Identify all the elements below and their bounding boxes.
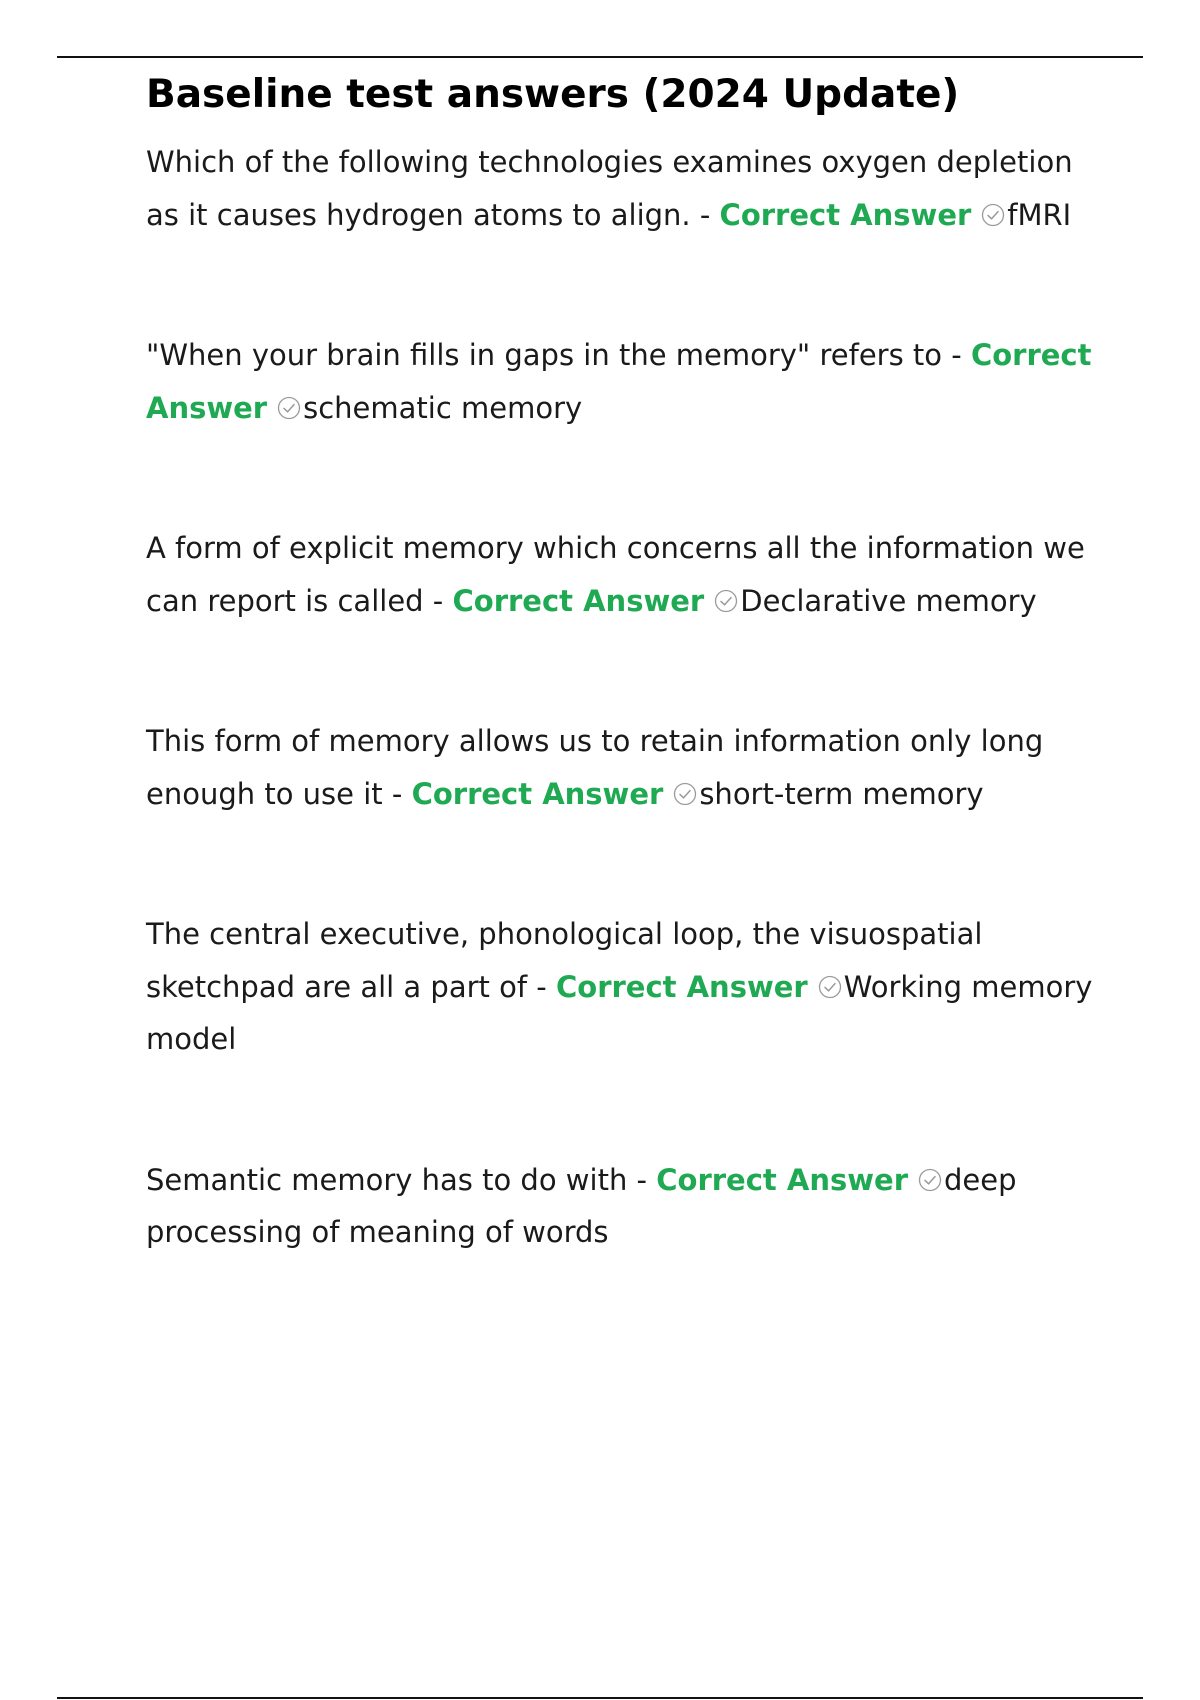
check-circle-icon: [918, 1168, 942, 1192]
answer-text: deep processing of meaning of words: [146, 1162, 1017, 1249]
bottom-rule: [57, 1697, 1143, 1699]
question-text: This form of memory allows us to retain information only long enough to use it: [146, 724, 1044, 811]
question-text: A form of explicit memory which concerns all the information we can report is called: [146, 531, 1085, 618]
correct-answer-label: Correct Answer: [719, 197, 972, 232]
qa-item: [146, 908, 1106, 1066]
correct-answer-label: Correct Answer: [656, 1162, 908, 1197]
answer-text: schematic memory: [303, 390, 583, 425]
check-circle-icon: [714, 589, 738, 613]
answer-text: fMRI: [1007, 197, 1072, 232]
correct-answer-label: Correct Answer: [452, 583, 705, 618]
qa-item: [146, 522, 1106, 627]
correct-answer-label: Correct Answer: [555, 969, 808, 1004]
question-text: Which of the following technologies examines oxygen depletion as it causes hydrogen atoms to align.: [146, 145, 1073, 232]
separator: -: [627, 1162, 657, 1197]
document-title: Baseline test answers (2024 Update): [146, 72, 960, 117]
answer-text: Working memory model: [146, 969, 1093, 1056]
correct-answer-label: Correct Answer: [411, 776, 664, 811]
qa-list: [146, 136, 1106, 1259]
qa-item: [146, 136, 1106, 241]
qa-item: [146, 1154, 1106, 1259]
answer-text: Declarative memory: [740, 583, 1037, 618]
check-circle-icon: [818, 975, 842, 999]
qa-item: [146, 715, 1106, 820]
question-text: The central executive, phonological loop, the visuospatial sketchpad are all a part of: [146, 917, 983, 1004]
question-text: Semantic memory has to do with: [146, 1162, 628, 1197]
qa-item: [146, 329, 1106, 434]
question-text: "When your brain fills in gaps in the memory" refers to: [146, 338, 943, 372]
separator: -: [382, 776, 412, 811]
separator: -: [423, 583, 453, 618]
check-circle-icon: [981, 203, 1005, 227]
document-body: [146, 70, 1106, 1347]
separator: -: [690, 197, 720, 232]
separator: -: [942, 338, 971, 372]
top-rule: [57, 56, 1143, 58]
check-circle-icon: [673, 782, 697, 806]
answer-text: short-term memory: [699, 776, 984, 811]
correct-answer-label: Correct Answer: [146, 338, 1092, 425]
check-circle-icon: [277, 396, 301, 420]
separator: -: [527, 969, 556, 1004]
